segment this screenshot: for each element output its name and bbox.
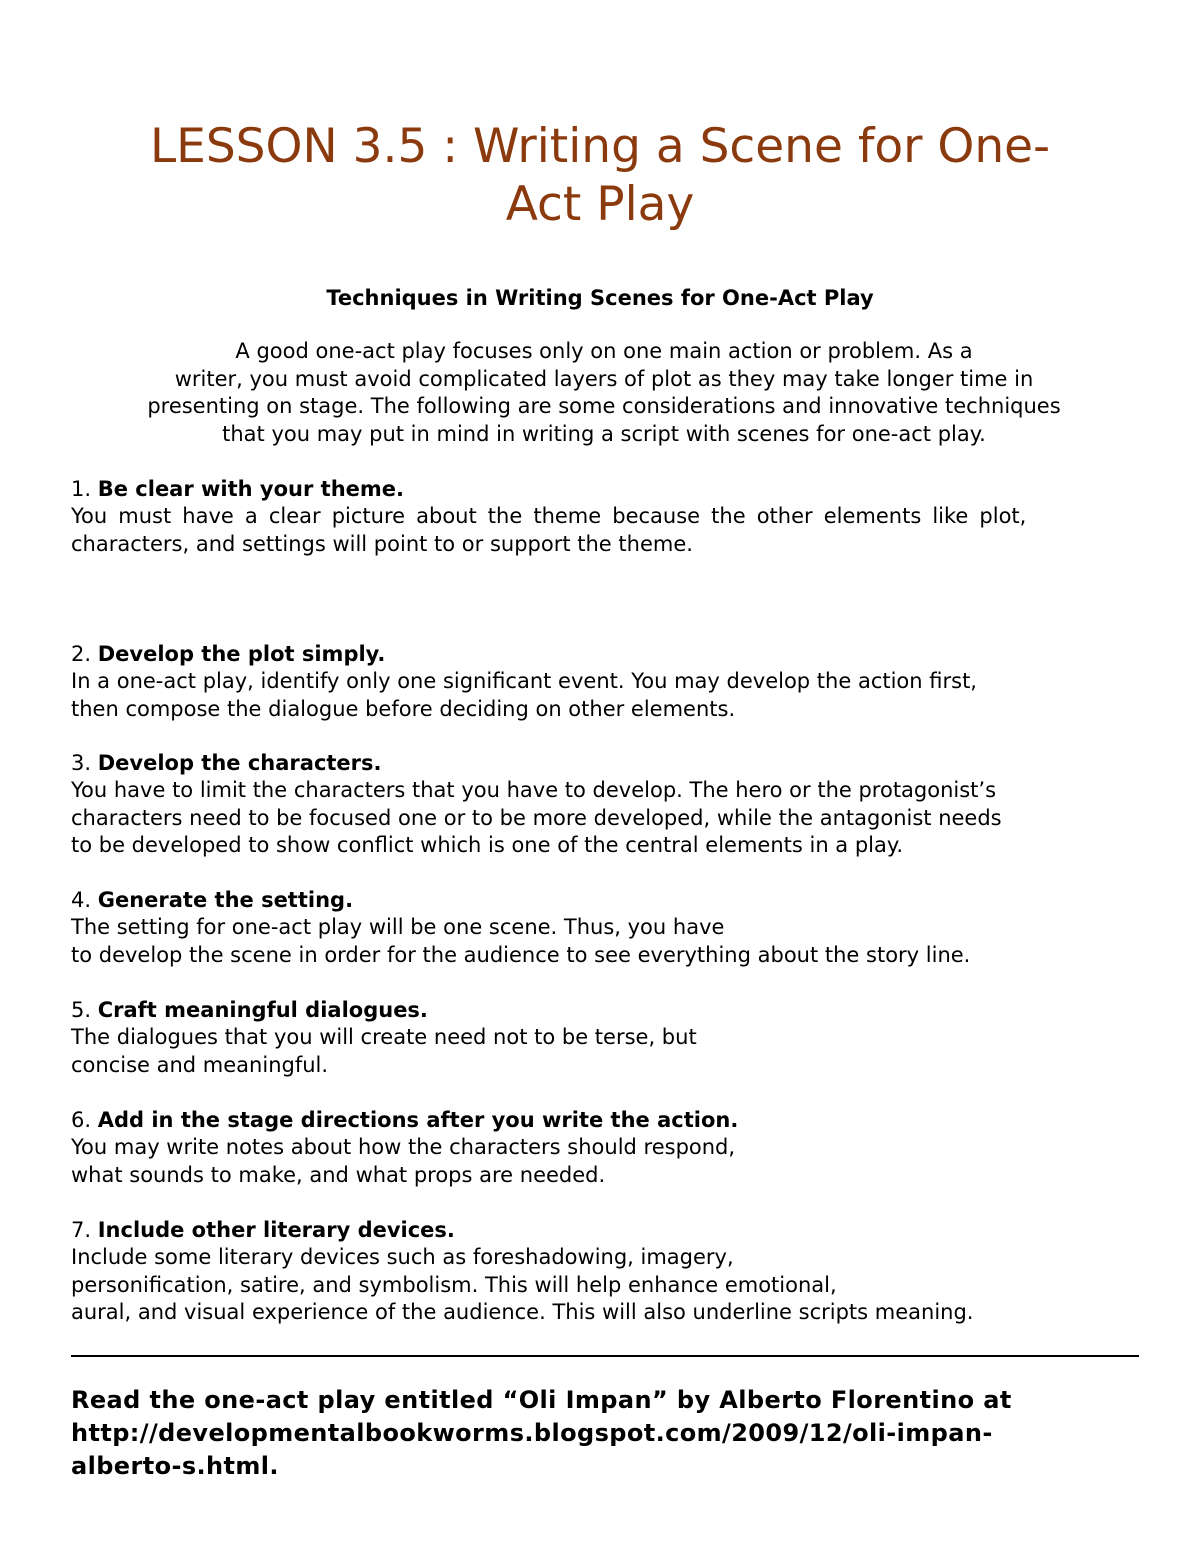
technique-item-5 (71, 997, 1139, 1079)
technique-item-3 (71, 750, 1139, 860)
technique-heading (71, 1217, 1139, 1244)
technique-body (71, 503, 1139, 558)
technique-number: 1. (71, 477, 92, 501)
technique-heading (71, 887, 1139, 914)
technique-number: 5. (71, 998, 92, 1022)
intro-paragraph (80, 338, 1128, 448)
page-title-line-2: Act Play (505, 177, 695, 232)
technique-title: Add in the stage directions after you write the action. (97, 1108, 739, 1132)
technique-item-6 (71, 1107, 1139, 1189)
technique-number: 7. (71, 1218, 92, 1242)
technique-item-7 (71, 1217, 1139, 1327)
technique-item-4 (71, 887, 1139, 969)
reading-assignment-link[interactable]: http://developmentalbookworms.blogspot.com/2009/12/oli-impan- (71, 1419, 993, 1447)
technique-body-line: You must have a clear picture about the theme because the other elements like plot, (71, 504, 1027, 529)
technique-heading (71, 476, 1139, 503)
horizontal-divider (71, 1355, 1139, 1357)
technique-title: Include other literary devices. (97, 1218, 455, 1242)
technique-body-line: to develop the scene in order for the audience to see everything about the story line. (71, 942, 971, 967)
technique-heading (71, 1107, 1139, 1134)
technique-body-line: characters, and settings will point to or support the theme. (71, 531, 693, 556)
technique-body-line: The setting for one-act play will be one scene. Thus, you have (71, 915, 725, 940)
technique-body-line: You may write notes about how the characters should respond, (71, 1135, 736, 1160)
technique-number: 6. (71, 1108, 92, 1132)
technique-heading (71, 750, 1139, 777)
intro-line: writer, you must avoid complicated layers of plot as they may take longer time in (174, 366, 1034, 391)
technique-title: Develop the characters. (97, 751, 382, 775)
technique-body-line: then compose the dialogue before deciding on other elements. (71, 696, 736, 721)
technique-body-line: to be developed to show conflict which is one of the central elements in a play. (71, 833, 903, 858)
technique-body-line: You have to limit the characters that you have to develop. The hero or the protagonist’s (71, 778, 997, 803)
technique-item-2 (71, 641, 1139, 723)
technique-title: Develop the plot simply. (97, 642, 386, 666)
technique-body-line: personification, satire, and symbolism. This will help enhance emotional, (71, 1272, 837, 1297)
technique-title: Generate the setting. (97, 888, 354, 912)
technique-heading (71, 997, 1139, 1024)
technique-number: 2. (71, 642, 92, 666)
technique-body-line: characters need to be focused one or to be more developed, while the antagonist needs (71, 805, 1002, 830)
technique-title: Be clear with your theme. (97, 477, 404, 501)
technique-body (71, 1134, 1139, 1189)
intro-line: that you may put in mind in writing a script with scenes for one-act play. (222, 421, 986, 446)
page-title (60, 118, 1140, 234)
technique-number: 3. (71, 751, 92, 775)
technique-body-line: Include some literary devices such as foreshadowing, imagery, (71, 1245, 734, 1270)
section-subtitle: Techniques in Writing Scenes for One-Act Play (326, 286, 874, 310)
reading-assignment-link[interactable]: alberto-s.html. (71, 1452, 279, 1480)
technique-body-line: aural, and visual experience of the audience. This will also underline scripts meaning. (71, 1300, 974, 1325)
technique-title: Craft meaningful dialogues. (97, 998, 428, 1022)
technique-heading (71, 641, 1139, 668)
reading-assignment (71, 1384, 1139, 1483)
technique-item-1 (71, 476, 1139, 558)
technique-body-line: The dialogues that you will create need not to be terse, but (71, 1025, 697, 1050)
intro-line: presenting on stage. The following are some considerations and innovative techniques (147, 394, 1061, 419)
technique-body (71, 777, 1139, 859)
technique-body (71, 1244, 1139, 1326)
reading-assignment-line: Read the one-act play entitled “Oli Impan” by Alberto Florentino at (71, 1386, 1012, 1414)
technique-body-line: In a one-act play, identify only one significant event. You may develop the action first, (71, 669, 977, 694)
intro-line: A good one-act play focuses only on one main action or problem. As a (235, 339, 973, 363)
technique-body (71, 914, 1139, 969)
technique-body-line: what sounds to make, and what props are needed. (71, 1162, 606, 1187)
page-title-line-1: LESSON 3.5 : Writing a Scene for One- (149, 119, 1051, 174)
technique-body (71, 1024, 1139, 1079)
technique-body (71, 668, 1139, 723)
technique-body-line: concise and meaningful. (71, 1052, 329, 1077)
technique-number: 4. (71, 888, 92, 912)
